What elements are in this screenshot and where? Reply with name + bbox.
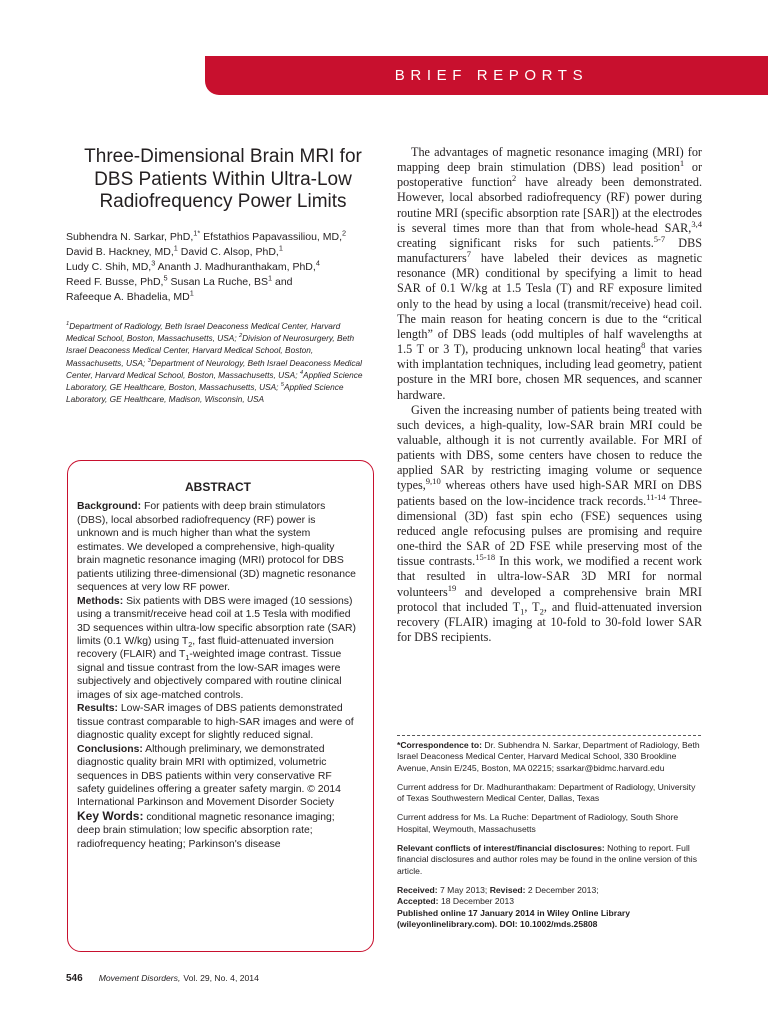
abstract-title: ABSTRACT bbox=[185, 480, 251, 494]
body-paragraph: The advantages of magnetic resonance imaging (MRI) for mapping deep brain stimulation (DBS) lead position$^1$ or postoperative function$^2$ have already been demonstrated. However, local absorbed radiofrequency (RF) power during routine MRI (specific absorption rate [SAR]) at the electrodes is several times more than that from whole-head SAR,$^{3,4}$ creating significant risks for such patients.$^{5-7}$ DBS manufacturers$^7$ have labeled their devices as magnetic resonance (MR) conditional by specifying a limit to head SAR of 0.1 W/kg at 1.5 Tesla (T) and RF exposure limited only to the head by using a local (transmit/receive) head coil. The main reason for heating concern is due to the “critical length” of DBS leads (odd multiples of half wavelengths at 1.5 T or 3 T), producing unknown local heating$^8$ that varies with implantation techniques, including lead geometry, patient posture in the MRI bore, chosen MR sequences, and scanner hardware. bbox=[397, 145, 703, 402]
section-banner bbox=[205, 56, 768, 95]
abstract-background bbox=[77, 500, 359, 594]
keywords-label: Key Words: bbox=[77, 808, 144, 823]
abstract-text: Although preliminary, we demonstrated diagnostic quality brain MRI with optimized, volumetric sequences in DBS patients within very conservative RF safety guidelines offering a greater safety margin. © 2014 International Parkinson and Movement Disorder Society bbox=[77, 743, 341, 809]
body-text bbox=[397, 145, 702, 645]
correspondence-text: Dr. Subhendra N. Sarkar, Department of Radiology, Beth Israel Deaconess Medical Center, Harvard Medical School, 330 Brookline Avenue, Ansin E/245, Boston, MA 02215; ssarkar@bidmc.harvard.edu bbox=[397, 740, 700, 773]
abstract bbox=[77, 481, 359, 851]
published-note bbox=[397, 908, 702, 931]
revised-label: Revised: bbox=[489, 884, 526, 895]
conflicts-text: Nothing to report. Full financial disclosures and author roles may be found in the online version of this article. bbox=[397, 843, 698, 876]
abstract-label: Methods: bbox=[77, 595, 124, 607]
abstract-results bbox=[77, 702, 359, 742]
published-text: Published online 17 January 2014 in Wiley Online Library (wileyonlinelibrary.com). DOI: 10.1002/mds.25808 bbox=[397, 907, 630, 929]
author-line: David B. Hackney, MD,$^1$ David C. Alsop, PhD,$^1$ bbox=[66, 243, 283, 259]
accepted-label: Accepted: bbox=[397, 896, 439, 907]
abstract-keywords bbox=[77, 810, 359, 851]
current-address-note: Current address for Dr. Madhuranthakam: Department of Radiology, University of Texas Southwestern Medical Center, Dallas, Texas bbox=[397, 781, 696, 804]
abstract-label: Results: bbox=[77, 703, 118, 715]
abstract-methods bbox=[77, 595, 359, 703]
conflicts-label: Relevant conflicts of interest/financial disclosures: bbox=[397, 843, 605, 854]
correspondence-note bbox=[397, 740, 702, 774]
author-list bbox=[66, 230, 376, 305]
section-banner-label: BRIEF REPORTS bbox=[394, 67, 589, 84]
footnotes bbox=[397, 740, 702, 938]
correspondence-label: *Correspondence to: bbox=[397, 740, 482, 750]
abstract-text: Six patients with DBS were imaged (10 sessions) using a transmit/receive head coil at 1.5 Tesla with modified 3D sequences within ultra-low specific absorption rate (SAR) limits (0.1 W/kg) using $T_2$, fast fluid-attenuated inversion recovery (FLAIR) and $T_1$-weighted image contrast. Tissue signal and tissue contrast from the low-SAR images were subjectively and objectively compared with routine clinical images of six age-matched controls. bbox=[77, 595, 356, 701]
keywords-text: conditional magnetic resonance imaging; deep brain stimulation; low specific absorption rate; radiofrequency heating; Parkinson's disease bbox=[77, 811, 335, 850]
current-address-note: Current address for Ms. La Ruche: Department of Radiology, South Shore Hospital, Weymouth, Massachusetts bbox=[397, 812, 679, 834]
footnote-divider bbox=[397, 735, 701, 736]
revised-date: 2 December 2013; bbox=[527, 884, 599, 895]
conflicts-note bbox=[397, 843, 702, 877]
author-line: Reed F. Busse, PhD,$^5$ Susan La Ruche, $BS^1$ and bbox=[66, 273, 293, 289]
page-number: 546 bbox=[66, 973, 83, 984]
page-footer bbox=[66, 973, 259, 984]
abstract-conclusions bbox=[77, 743, 359, 810]
body-paragraph: Given the increasing number of patients being treated with such devices, a high-quality, low-SAR brain MRI could be valuable, although it is not currently available. For MRI of patients with DBS, some centers have chosen to reduce the applied SAR by restricting imaging volume or sequence types,$^{9,10}$ whereas others have used high-SAR MRI on DBS patients based on the low-incidence track records.$^{11-14}$ Three-dimensional (3D) fast spin echo (FSE) sequences using reduced angle refocusing pulses are promising and require one-third the SAR of 2D FSE while preserving most of the tissue contrasts.$^{15-18}$ In this work, we modified a recent work that resulted in ultra-low-SAR 3D MRI for normal volunteers$^{19}$ and developed a comprehensive brain MRI protocol that included $T_1$, $T_2$, and fluid-attenuated inversion recovery (FLAIR) imaging at 10-fold to 30-fold lower SAR for DBS recipients. bbox=[397, 402, 702, 644]
affiliations: $^1$Department of Radiology, Beth Israel Deaconess Medical Center, Harvard Medical School, Boston, Massachusetts, USA; $^2$Division of Neurosurgery, Beth Israel Deaconess Medical Center, Harvard Medical School, Boston, Massachusetts, USA; $^3$Department of Neurology, Beth Israel Deaconess Medical Center, Harvard Medical School, Boston, Massachusetts, USA; $^4$Applied Science Laboratory, GE Healthcare, Boston, Massachusetts, USA; $^5$Applied Science Laboratory, GE Healthcare, Madison, Wisconsin, USA bbox=[66, 321, 363, 405]
author-line: Rafeeque A. Bhadelia, $MD^1$ bbox=[66, 288, 194, 304]
article-title: Three-Dimensional Brain MRI for DBS Patients Within Ultra-Low Radiofrequency Power Limits bbox=[84, 146, 362, 212]
abstract-label: Background: bbox=[77, 501, 142, 513]
dates-note bbox=[397, 885, 702, 908]
abstract-label: Conclusions: bbox=[77, 743, 143, 755]
author-line: Subhendra N. Sarkar, PhD,$^{1*}$ Efstathios Papavassiliou, MD,$^2$ bbox=[66, 228, 347, 243]
received-label: Received: bbox=[397, 884, 438, 895]
author-line: Ludy C. Shih, MD,$^3$ Ananth J. Madhuranthakam, PhD,$^4$ bbox=[66, 258, 320, 274]
abstract-text: Low-SAR images of DBS patients demonstrated tissue contrast comparable to high-SAR images and were of diagnostic quality except for slightly reduced signal. bbox=[77, 703, 354, 742]
abstract-text: For patients with deep brain stimulators (DBS), local absorbed radiofrequency (RF) power is unknown and is much higher than what the system estimates. We developed a comprehensive, high-quality brain magnetic resonance imaging (MRI) protocol for DBS patients utilizing three-dimensional (3D) magnetic resonance sequences at very low RF power. bbox=[77, 501, 356, 594]
accepted-date: 18 December 2013 bbox=[440, 896, 515, 907]
journal-volume: Vol. 29, No. 4, 2014 bbox=[183, 973, 259, 983]
received-date: 7 May 2013; bbox=[440, 884, 488, 895]
journal-name: Movement Disorders, bbox=[98, 973, 181, 983]
